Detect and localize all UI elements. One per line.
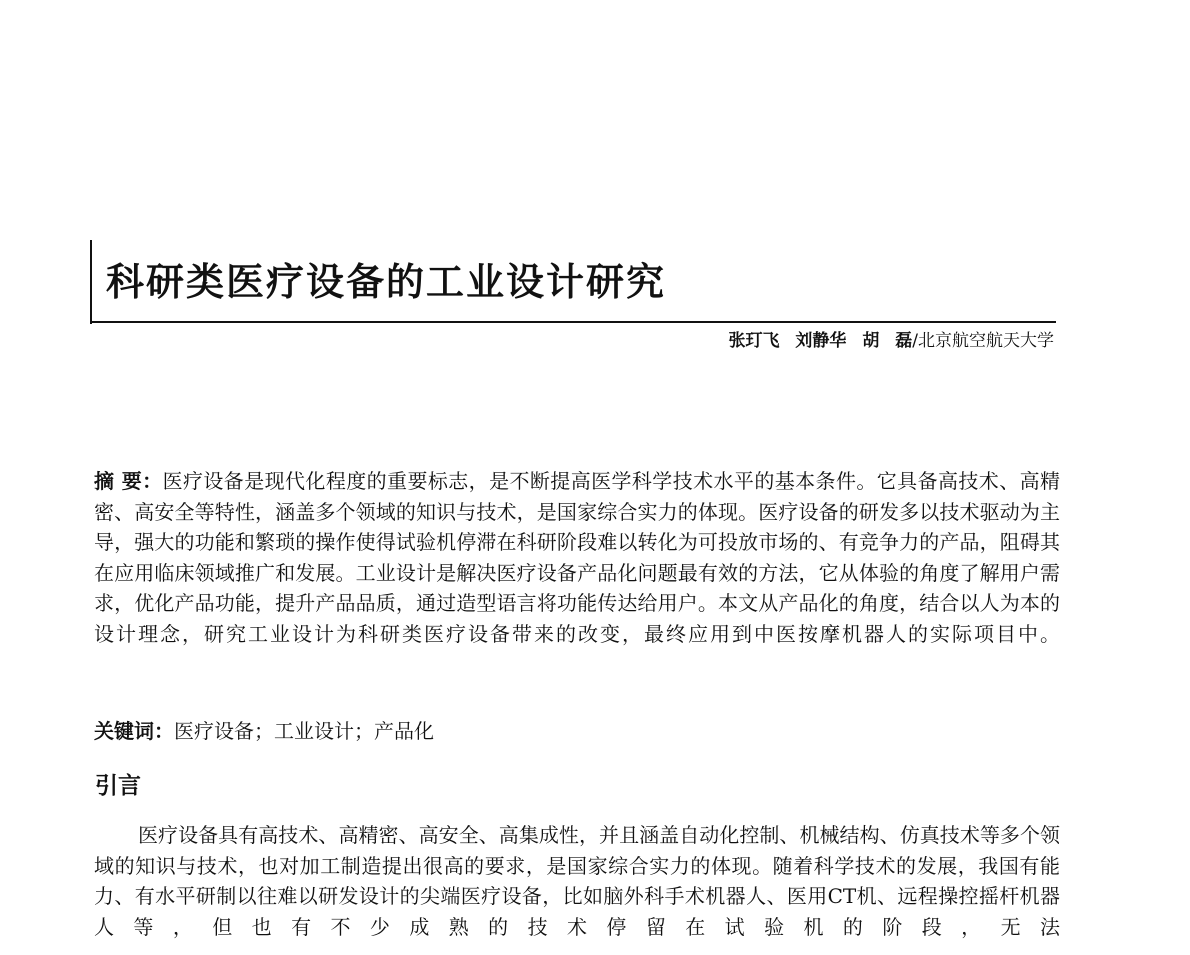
keywords-label: 关键词： [94,719,174,743]
keywords-text: 医疗设备；工业设计；产品化 [174,719,434,743]
introduction-paragraph: 医疗设备具有高技术、高精密、高安全、高集成性，并且涵盖自动化控制、机械结构、仿真技术等多个领域的知识与技术，也对加工制造提出很高的要求，是国家综合实力的体现。随着科学技术的发展，我国有能力、有水平研制以往难以研发设计的尖端医疗设备，比如脑外科手术机器人、医用CT机、远程操控摇杆机器人等，但也有不少成熟的技术停留在试验机的阶段，无法 [94,823,1060,939]
abstract-text: 医疗设备是现代化程度的重要标志，是不断提高医学科学技术水平的基本条件。它具备高技术、高精密、高安全等特性，涵盖多个领域的知识与技术，是国家综合实力的体现。医疗设备的研发多以技术驱动为主导，强大的功能和繁琐的操作使得试验机停滞在科研阶段难以转化为可投放市场的、有竞争力的产品，阻碍其在应用临床领域推广和发展。工业设计是解决医疗设备产品化问题最有效的方法，它从体验的角度了解用户需求，优化产品功能，提升产品品质，通过造型语言将功能传达给用户。本文从产品化的角度，结合以人为本的设计理念，研究工业设计为科研类医疗设备带来的改变，最终应用到中医按摩机器人的实际项目中。 [94,469,1061,646]
title-left-bar [90,240,92,324]
byline [729,330,1055,352]
abstract-label: 摘 要： [94,469,163,493]
article-title: 科研类医疗设备的工业设计研究 [106,260,667,304]
section-heading-introduction: 引言 [95,773,141,799]
title-rule [90,321,1056,323]
abstract [94,466,1060,649]
author-names: 张玎飞 刘静华 胡 磊 [728,331,913,351]
author-affiliation: /北京航空航天大学 [912,331,1054,351]
title-block [90,240,1056,324]
keywords [94,716,434,746]
